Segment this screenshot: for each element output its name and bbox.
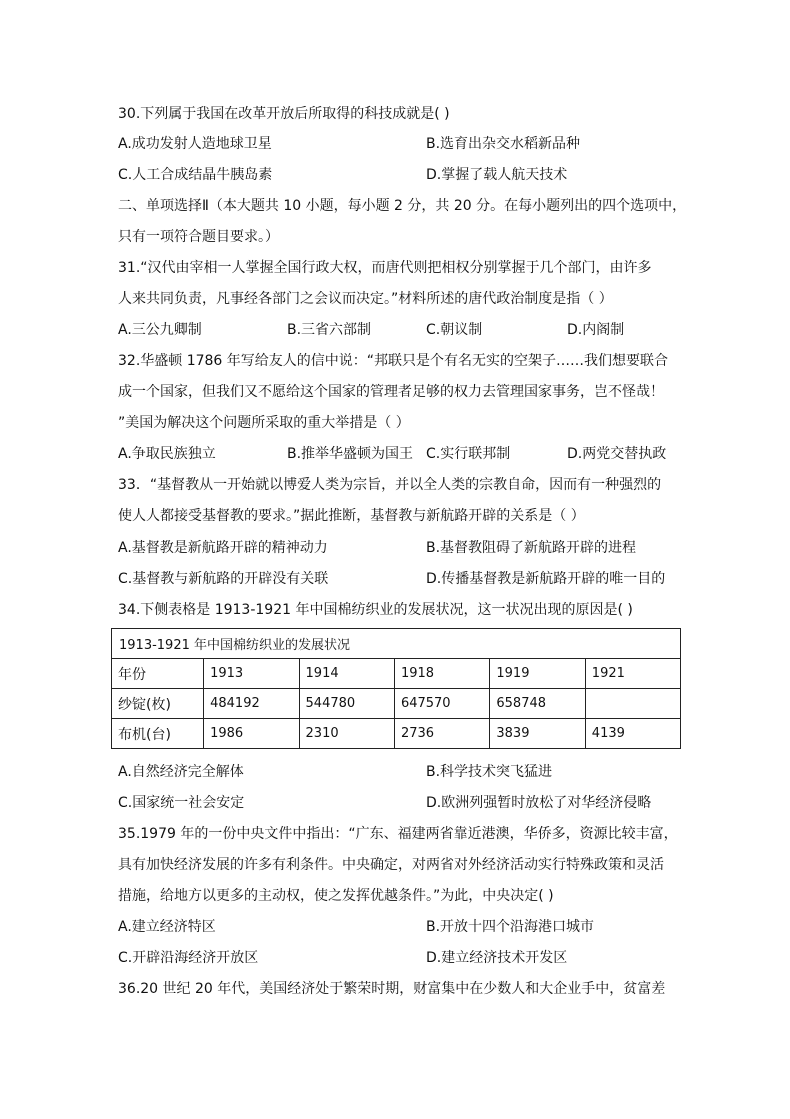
q30-stem: 30.下列属于我国在改革开放后所取得的科技成就是( )	[118, 106, 450, 122]
q31-option-a: A.三公九卿制	[118, 322, 202, 338]
table-cell: 1914	[299, 659, 394, 689]
row-header: 纱锭(枚)	[112, 689, 204, 719]
q33-stem-line2: 使人人都接受基督教的要求。”据此推断，基督教与新航路开辟的关系是（ ）	[118, 508, 585, 524]
q31-option-b: B.三省六部制	[287, 322, 372, 338]
table-cell: 2736	[394, 719, 489, 749]
q36-stem-line1: 36.20 世纪 20 年代，美国经济处于繁荣时期，财富集中在少数人和大企业手中，贫富差	[118, 981, 666, 997]
table-cell: 1913	[204, 659, 299, 689]
q35-option-b: B.开放十四个沿海港口城市	[426, 919, 595, 935]
q34-stem: 34.下侧表格是 1913-1921 年中国棉纺织业的发展状况，这一状况出现的原因是( )	[118, 602, 633, 618]
table-cell: 647570	[394, 689, 489, 719]
q35-stem-line3: 措施，给地方以更多的主动权，使之发挥优越条件。”为此，中央决定( )	[118, 888, 554, 904]
q33-option-c: C.基督教与新航路的开辟没有关联	[118, 571, 329, 587]
table-row	[112, 659, 681, 689]
table-cell: 1919	[490, 659, 585, 689]
row-header: 布机(台)	[112, 719, 204, 749]
table-cell: 658748	[490, 689, 585, 719]
q31-option-c: C.朝议制	[426, 322, 483, 338]
q30-option-d: D.掌握了载人航天技术	[426, 167, 568, 183]
q35-option-d: D.建立经济技术开发区	[426, 950, 568, 966]
table-cell: 4139	[585, 719, 680, 749]
q34-option-a: A.自然经济完全解体	[118, 764, 244, 780]
q32-stem-line3: ”美国为解决这个问题所采取的重大举措是（ ）	[118, 415, 410, 431]
q31-stem-line1: 31.“汉代由宰相一人掌握全国行政大权，而唐代则把相权分别掌握于几个部门，由许多	[118, 260, 652, 276]
q33-option-d: D.传播基督教是新航路开辟的唯一目的	[426, 571, 666, 587]
table-cell: 1918	[394, 659, 489, 689]
q32-stem-line2: 成一个国家，但我们又不愿给这个国家的管理者足够的权力去管理国家事务，岂不怪哉！	[118, 384, 664, 400]
table-cell: 484192	[204, 689, 299, 719]
table-row	[112, 689, 681, 719]
table-title-row	[112, 629, 681, 659]
q30-option-c: C.人工合成结晶牛胰岛素	[118, 167, 273, 183]
q35-stem-line2: 具有加快经济发展的许多有利条件。中央确定，对两省对外经济活动实行特殊政策和灵活	[118, 857, 664, 873]
q32-stem-line1: 32.华盛顿 1786 年写给友人的信中说：“邦联只是个有名无实的空架子……我们想要联合	[118, 353, 669, 369]
q32-option-d: D.两党交替执政	[567, 446, 667, 462]
section2-heading-line2: 只有一项符合题目要求。）	[118, 229, 279, 245]
q32-option-b: B.推举华盛顿为国王	[287, 446, 414, 462]
q33-stem-line1: 33．“基督教从一开始就以博爱人类为宗旨，并以全人类的宗教自命，因而有一种强烈的	[118, 477, 662, 493]
q30-option-b: B.选育出杂交水稻新品种	[426, 136, 581, 152]
row-header: 年份	[112, 659, 204, 689]
table-cell: 544780	[299, 689, 394, 719]
q31-stem-line2: 人来共同负责，凡事经各部门之会议而决定。”材料所述的唐代政治制度是指（ ）	[118, 291, 613, 307]
q34-option-b: B.科学技术突飞猛进	[426, 764, 553, 780]
table-cell: 1986	[204, 719, 299, 749]
q35-option-a: A.建立经济特区	[118, 919, 216, 935]
table-cell	[585, 689, 680, 719]
q33-option-a: A.基督教是新航路开辟的精神动力	[118, 540, 328, 556]
cotton-industry-table	[111, 628, 681, 749]
q31-option-d: D.内阁制	[567, 322, 625, 338]
table-cell: 3839	[490, 719, 585, 749]
section2-heading-line1: 二、单项选择Ⅱ（本大题共 10 小题，每小题 2 分，共 20 分。在每小题列出的四个选项中，	[118, 198, 687, 214]
q30-option-a: A.成功发射人造地球卫星	[118, 136, 272, 152]
q32-option-a: A.争取民族独立	[118, 446, 216, 462]
table-title: 1913-1921 年中国棉纺织业的发展状况	[112, 629, 681, 659]
table-cell: 1921	[585, 659, 680, 689]
q35-option-c: C.开辟沿海经济开放区	[118, 950, 259, 966]
q34-option-c: C.国家统一社会安定	[118, 795, 245, 811]
table-cell: 2310	[299, 719, 394, 749]
table-row	[112, 719, 681, 749]
q32-option-c: C.实行联邦制	[426, 446, 511, 462]
q33-option-b: B.基督教阻碍了新航路开辟的进程	[426, 540, 637, 556]
q35-stem-line1: 35.1979 年的一份中央文件中指出：“广东、福建两省靠近港澳，华侨多，资源比较丰富，	[118, 826, 678, 842]
q34-option-d: D.欧洲列强暂时放松了对华经济侵略	[426, 795, 652, 811]
